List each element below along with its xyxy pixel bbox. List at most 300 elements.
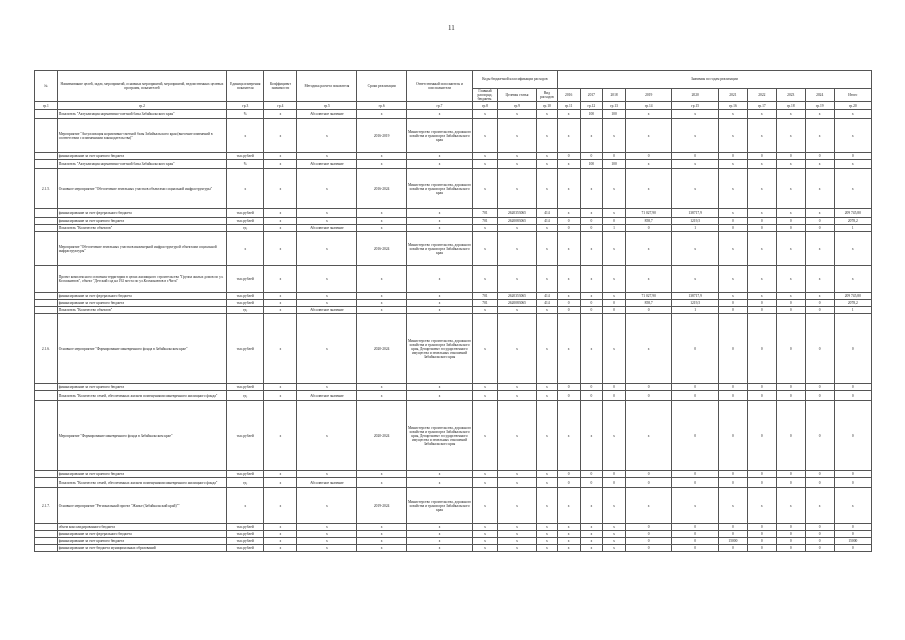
column-number: гр.19 <box>805 102 834 110</box>
table-cell: х <box>557 209 580 218</box>
row-name-cell: Мероприятие "Обеспечение земельных участков инженерной инфраструктурой объектами социальной инфраструктуры" <box>57 232 226 266</box>
table-cell: 0 <box>603 384 626 391</box>
table-row <box>35 524 872 531</box>
table-cell: х <box>747 209 776 218</box>
table-cell: х <box>473 488 498 524</box>
table-cell: 0 <box>747 478 776 488</box>
table-cell: 0 <box>557 478 580 488</box>
table-cell: тыс.рублей <box>227 153 264 160</box>
table-cell: х <box>473 314 498 384</box>
row-number-cell <box>35 401 58 471</box>
column-number: гр.1 <box>35 102 58 110</box>
table-cell: х <box>473 153 498 160</box>
table-cell: 0 <box>603 153 626 160</box>
table-cell: х <box>805 488 834 524</box>
table-cell: х <box>603 401 626 471</box>
table-cell: х <box>227 232 264 266</box>
table-cell: х <box>776 110 805 119</box>
table-cell: 0 <box>747 225 776 232</box>
row-name-cell: Основное мероприятие "Региональный проект "Жилье (Забайкальский край)"" <box>57 488 226 524</box>
table-cell: 2078,2 <box>834 300 871 307</box>
table-cell: 0 <box>776 524 805 531</box>
table-row <box>35 218 872 225</box>
table-cell: х <box>625 314 672 384</box>
table-cell: х <box>357 307 407 314</box>
table-cell: 0 <box>625 471 672 478</box>
table-cell: х <box>497 538 536 545</box>
column-number: гр.13 <box>603 102 626 110</box>
table-cell: 414 <box>537 300 558 307</box>
table-cell: х <box>497 266 536 293</box>
table-cell: х <box>357 471 407 478</box>
table-cell: х <box>264 545 297 552</box>
table-cell: 138717,9 <box>672 209 719 218</box>
table-cell: 0 <box>776 391 805 401</box>
header-num: № <box>35 71 58 102</box>
header-year: 2021 <box>718 89 747 102</box>
table-cell: х <box>497 225 536 232</box>
table-cell: 0 <box>805 314 834 384</box>
table-cell: 0 <box>747 300 776 307</box>
table-cell: х <box>357 160 407 169</box>
table-cell: тыс.рублей <box>227 538 264 545</box>
table-cell: х <box>557 266 580 293</box>
table-cell: х <box>406 538 472 545</box>
table-cell: х <box>672 266 719 293</box>
table-cell: х <box>834 169 871 209</box>
table-cell: 2620353065 <box>497 209 536 218</box>
row-number-cell <box>35 391 58 401</box>
table-cell: тыс.рублей <box>227 524 264 531</box>
table-cell: х <box>747 169 776 209</box>
row-number-cell <box>35 293 58 300</box>
table-cell: х <box>625 488 672 524</box>
table-cell: 414 <box>537 209 558 218</box>
table-cell: 209 745,80 <box>834 293 871 300</box>
table-cell: х <box>557 119 580 153</box>
row-name-cell: Показатель "Количество объектов" <box>57 225 226 232</box>
table-cell: 15000 <box>718 538 747 545</box>
table-row <box>35 391 872 401</box>
table-cell: х <box>473 384 498 391</box>
table-cell: х <box>497 307 536 314</box>
column-number: гр.8 <box>473 102 498 110</box>
table-cell: х <box>357 545 407 552</box>
table-cell: 0 <box>718 524 747 531</box>
table-cell: х <box>557 524 580 531</box>
header-year: 2017 <box>580 89 603 102</box>
table-cell: х <box>473 225 498 232</box>
table-cell: х <box>776 488 805 524</box>
table-cell: 0 <box>747 384 776 391</box>
table-cell: х <box>264 153 297 160</box>
table-cell: х <box>805 160 834 169</box>
table-cell: х <box>473 538 498 545</box>
table-cell: 0 <box>805 391 834 401</box>
table-cell: х <box>834 110 871 119</box>
table-cell: х <box>603 488 626 524</box>
table-cell: х <box>357 531 407 538</box>
table-cell: 0 <box>718 384 747 391</box>
row-name-cell: финансирование за счет федерального бюджета <box>57 293 226 300</box>
table-cell: х <box>497 401 536 471</box>
table-cell: 71 027,90 <box>625 293 672 300</box>
table-cell: 0 <box>834 384 871 391</box>
table-cell: х <box>264 531 297 538</box>
table-cell: 414 <box>537 218 558 225</box>
table-cell: х <box>537 266 558 293</box>
table-cell: 2078,2 <box>834 218 871 225</box>
table-cell: 701 <box>473 209 498 218</box>
table-cell: х <box>264 119 297 153</box>
table-cell: 0 <box>580 478 603 488</box>
table-cell: 0 <box>718 391 747 401</box>
table-cell: 0 <box>805 524 834 531</box>
table-cell: х <box>603 119 626 153</box>
table-cell: 0 <box>557 153 580 160</box>
table-row <box>35 232 872 266</box>
column-number: гр.16 <box>718 102 747 110</box>
table-cell: х <box>776 160 805 169</box>
table-cell: х <box>580 266 603 293</box>
table-cell: х <box>718 488 747 524</box>
table-cell: х <box>297 153 357 160</box>
table-cell: 0 <box>603 307 626 314</box>
table-cell: 0 <box>718 218 747 225</box>
table-cell: х <box>264 209 297 218</box>
table-cell: 0 <box>747 401 776 471</box>
row-number-cell: 2.1.5. <box>35 169 58 209</box>
row-number-cell <box>35 478 58 488</box>
table-cell: 0 <box>557 471 580 478</box>
table-cell: х <box>264 401 297 471</box>
table-cell: 100 <box>603 160 626 169</box>
table-cell: Министерство строительства, дорожного хозяйства и транспорта Забайкальского края <box>406 119 472 153</box>
table-cell: 0 <box>718 478 747 488</box>
table-cell: 0 <box>557 307 580 314</box>
table-cell: х <box>537 314 558 384</box>
table-cell: 0 <box>834 314 871 384</box>
table-row <box>35 300 872 307</box>
table-cell: Министерство строительства, дорожного хозяйства и транспорта Забайкальского края <box>406 169 472 209</box>
table-cell: х <box>537 160 558 169</box>
table-cell: х <box>625 169 672 209</box>
table-cell: х <box>357 524 407 531</box>
table-cell: 0 <box>718 471 747 478</box>
table-cell: х <box>406 471 472 478</box>
program-table-sheet <box>34 70 872 552</box>
table-cell: х <box>473 169 498 209</box>
table-cell: х <box>473 232 498 266</box>
table-cell: х <box>473 478 498 488</box>
table-cell: х <box>227 119 264 153</box>
table-cell: х <box>264 391 297 401</box>
table-cell: тыс.рублей <box>227 218 264 225</box>
table-cell: х <box>497 531 536 538</box>
table-cell: х <box>603 531 626 538</box>
table-cell: 0 <box>580 471 603 478</box>
table-row <box>35 545 872 552</box>
table-cell: Министерство строительства, дорожного хозяйства и транспорта Забайкальского края <box>406 232 472 266</box>
table-cell: х <box>473 266 498 293</box>
row-name-cell: финансирование за счет краевого бюджета <box>57 384 226 391</box>
column-number: гр.7 <box>406 102 472 110</box>
table-cell: 858,7 <box>625 300 672 307</box>
table-cell: х <box>357 209 407 218</box>
table-cell: х <box>776 119 805 153</box>
table-cell: 0 <box>776 225 805 232</box>
table-cell: х <box>537 119 558 153</box>
table-row <box>35 384 872 391</box>
table-cell: х <box>406 391 472 401</box>
table-cell: х <box>834 488 871 524</box>
row-name-cell: финансирование за счет бюджета муниципальных образований <box>57 545 226 552</box>
table-cell: х <box>557 538 580 545</box>
header-year: Итого <box>834 89 871 102</box>
row-name-cell: финансирование за счет краевого бюджета <box>57 538 226 545</box>
header-code-sub: Вид расходов <box>537 89 558 102</box>
table-cell: х <box>625 232 672 266</box>
table-cell: х <box>357 300 407 307</box>
table-cell: 2020-2024 <box>357 401 407 471</box>
table-cell: х <box>497 471 536 478</box>
table-header <box>35 71 872 110</box>
table-cell: х <box>537 232 558 266</box>
table-cell: х <box>537 538 558 545</box>
table-cell: 0 <box>672 471 719 478</box>
table-cell: х <box>580 232 603 266</box>
table-cell: х <box>297 169 357 209</box>
table-cell: х <box>805 119 834 153</box>
row-number-cell <box>35 384 58 391</box>
table-cell: х <box>718 160 747 169</box>
table-cell: Абсолютное значение <box>297 110 357 119</box>
table-cell: х <box>580 538 603 545</box>
header-year: 2023 <box>776 89 805 102</box>
table-cell: 0 <box>718 307 747 314</box>
table-cell: 0 <box>805 538 834 545</box>
table-cell: 0 <box>776 545 805 552</box>
table-cell: 1219,5 <box>672 218 719 225</box>
table-cell: х <box>406 300 472 307</box>
table-cell: х <box>473 119 498 153</box>
table-cell: х <box>537 110 558 119</box>
table-cell: % <box>227 160 264 169</box>
table-cell: х <box>603 209 626 218</box>
row-number-cell <box>35 471 58 478</box>
table-cell: тыс.рублей <box>227 384 264 391</box>
table-row <box>35 110 872 119</box>
row-number-cell <box>35 225 58 232</box>
table-cell: 0 <box>834 471 871 478</box>
table-cell: 0 <box>603 471 626 478</box>
table-cell: х <box>603 524 626 531</box>
table-cell: х <box>473 524 498 531</box>
table-cell: х <box>497 488 536 524</box>
table-cell: тыс.рублей <box>227 209 264 218</box>
table-cell: х <box>718 169 747 209</box>
table-cell: 0 <box>580 153 603 160</box>
row-name-cell: финансирование за счет краевого бюджета <box>57 300 226 307</box>
column-number: гр.11 <box>557 102 580 110</box>
table-cell: х <box>537 384 558 391</box>
table-cell: 0 <box>625 225 672 232</box>
table-cell: х <box>625 110 672 119</box>
table-cell: х <box>357 478 407 488</box>
table-cell: х <box>580 401 603 471</box>
table-cell: 0 <box>805 218 834 225</box>
table-cell: 0 <box>776 471 805 478</box>
table-cell: х <box>264 169 297 209</box>
column-number: гр.15 <box>672 102 719 110</box>
table-cell: 0 <box>834 524 871 531</box>
table-cell: х <box>297 314 357 384</box>
page-number: 11 <box>448 24 455 32</box>
table-cell: х <box>557 232 580 266</box>
header-year: 2018 <box>603 89 626 102</box>
table-cell: х <box>603 293 626 300</box>
table-cell: х <box>672 110 719 119</box>
table-cell: х <box>747 293 776 300</box>
table-cell: ед. <box>227 391 264 401</box>
table-cell: х <box>580 119 603 153</box>
table-cell: 0 <box>557 384 580 391</box>
table-cell: х <box>776 209 805 218</box>
table-cell: 2620353065 <box>497 293 536 300</box>
table-cell: х <box>557 401 580 471</box>
table-cell: 0 <box>672 538 719 545</box>
table-cell: х <box>497 478 536 488</box>
table-row <box>35 266 872 293</box>
table-cell: х <box>497 524 536 531</box>
table-cell: 0 <box>672 401 719 471</box>
table-cell: 0 <box>805 471 834 478</box>
table-cell: х <box>227 488 264 524</box>
table-cell: 2620083065 <box>497 300 536 307</box>
table-cell: 0 <box>747 153 776 160</box>
table-cell: х <box>297 531 357 538</box>
table-cell: 138717,9 <box>672 293 719 300</box>
table-cell: х <box>264 110 297 119</box>
table-row <box>35 538 872 545</box>
table-cell: х <box>357 384 407 391</box>
table-cell: х <box>297 293 357 300</box>
table-cell: 0 <box>718 300 747 307</box>
header-name: Наименование целей, задач, мероприятий, основных мероприятий, мероприятий, ведомственных целевых программ, показателей <box>57 71 226 102</box>
table-cell: х <box>718 110 747 119</box>
table-cell: х <box>672 169 719 209</box>
table-cell: х <box>473 545 498 552</box>
table-cell: 0 <box>625 384 672 391</box>
table-cell: х <box>580 209 603 218</box>
table-cell: 0 <box>603 300 626 307</box>
table-cell: х <box>497 153 536 160</box>
row-name-cell: Показатель "Количество объектов" <box>57 307 226 314</box>
header-code-sub: Целевая статья <box>497 89 536 102</box>
column-number: гр.17 <box>747 102 776 110</box>
table-row <box>35 478 872 488</box>
table-cell: 0 <box>776 307 805 314</box>
table-cell: 0 <box>580 218 603 225</box>
header-executor: Ответственный исполнитель и соисполнители <box>406 71 472 102</box>
table-cell: х <box>357 266 407 293</box>
table-cell: х <box>406 218 472 225</box>
table-cell: х <box>406 225 472 232</box>
table-row <box>35 307 872 314</box>
table-cell: х <box>805 232 834 266</box>
table-cell: х <box>473 307 498 314</box>
table-cell: х <box>805 209 834 218</box>
table-cell: 0 <box>718 225 747 232</box>
table-cell: х <box>625 160 672 169</box>
table-cell: х <box>497 119 536 153</box>
table-cell: 0 <box>625 531 672 538</box>
table-cell: х <box>603 314 626 384</box>
table-cell: х <box>264 524 297 531</box>
table-row <box>35 169 872 209</box>
table-cell: х <box>625 266 672 293</box>
table-cell: 0 <box>718 531 747 538</box>
row-number-cell <box>35 538 58 545</box>
row-number-cell <box>35 300 58 307</box>
table-cell: х <box>580 293 603 300</box>
table-cell: х <box>264 225 297 232</box>
table-cell: х <box>473 531 498 538</box>
column-number: гр.4 <box>264 102 297 110</box>
table-cell: х <box>497 232 536 266</box>
table-cell: 1 <box>834 225 871 232</box>
table-cell: х <box>718 266 747 293</box>
table-cell: ед. <box>227 478 264 488</box>
table-cell: 1 <box>834 307 871 314</box>
table-row <box>35 293 872 300</box>
table-cell: % <box>227 110 264 119</box>
table-cell: 0 <box>776 538 805 545</box>
table-cell: х <box>747 119 776 153</box>
table-cell: 0 <box>557 300 580 307</box>
table-cell: 0 <box>747 314 776 384</box>
row-number-cell <box>35 531 58 538</box>
table-cell: 701 <box>473 300 498 307</box>
table-cell: 100 <box>603 110 626 119</box>
table-cell: 0 <box>557 218 580 225</box>
table-cell: х <box>580 169 603 209</box>
table-cell: 0 <box>805 384 834 391</box>
table-cell: 0 <box>834 545 871 552</box>
table-cell: х <box>580 524 603 531</box>
row-name-cell: финансирование за счет краевого бюджета <box>57 218 226 225</box>
header-year: 2024 <box>805 89 834 102</box>
table-cell: х <box>297 488 357 524</box>
table-cell: х <box>406 545 472 552</box>
table-cell: 0 <box>776 401 805 471</box>
table-cell: х <box>672 232 719 266</box>
table-cell: х <box>747 160 776 169</box>
table-cell: 0 <box>747 391 776 401</box>
table-cell: х <box>776 293 805 300</box>
table-cell: 2016-2024 <box>357 232 407 266</box>
table-cell: 0 <box>672 314 719 384</box>
table-cell: тыс.рублей <box>227 293 264 300</box>
table-cell: х <box>718 232 747 266</box>
table-cell: 0 <box>747 471 776 478</box>
row-name-cell: объем консолидированного бюджета <box>57 524 226 531</box>
table-cell: Министерство строительства, дорожного хозяйства и транспорта Забайкальского края, Департамент государственного имущества и земельных отношений Забайкальского края <box>406 401 472 471</box>
table-cell: 2620083065 <box>497 218 536 225</box>
row-name-cell: Показатель "Количество семей, обеспеченных жильем помещениями маневренного жилищного фонда" <box>57 391 226 401</box>
table-cell: х <box>264 160 297 169</box>
header-unit: Единица измерения показателя <box>227 71 264 102</box>
